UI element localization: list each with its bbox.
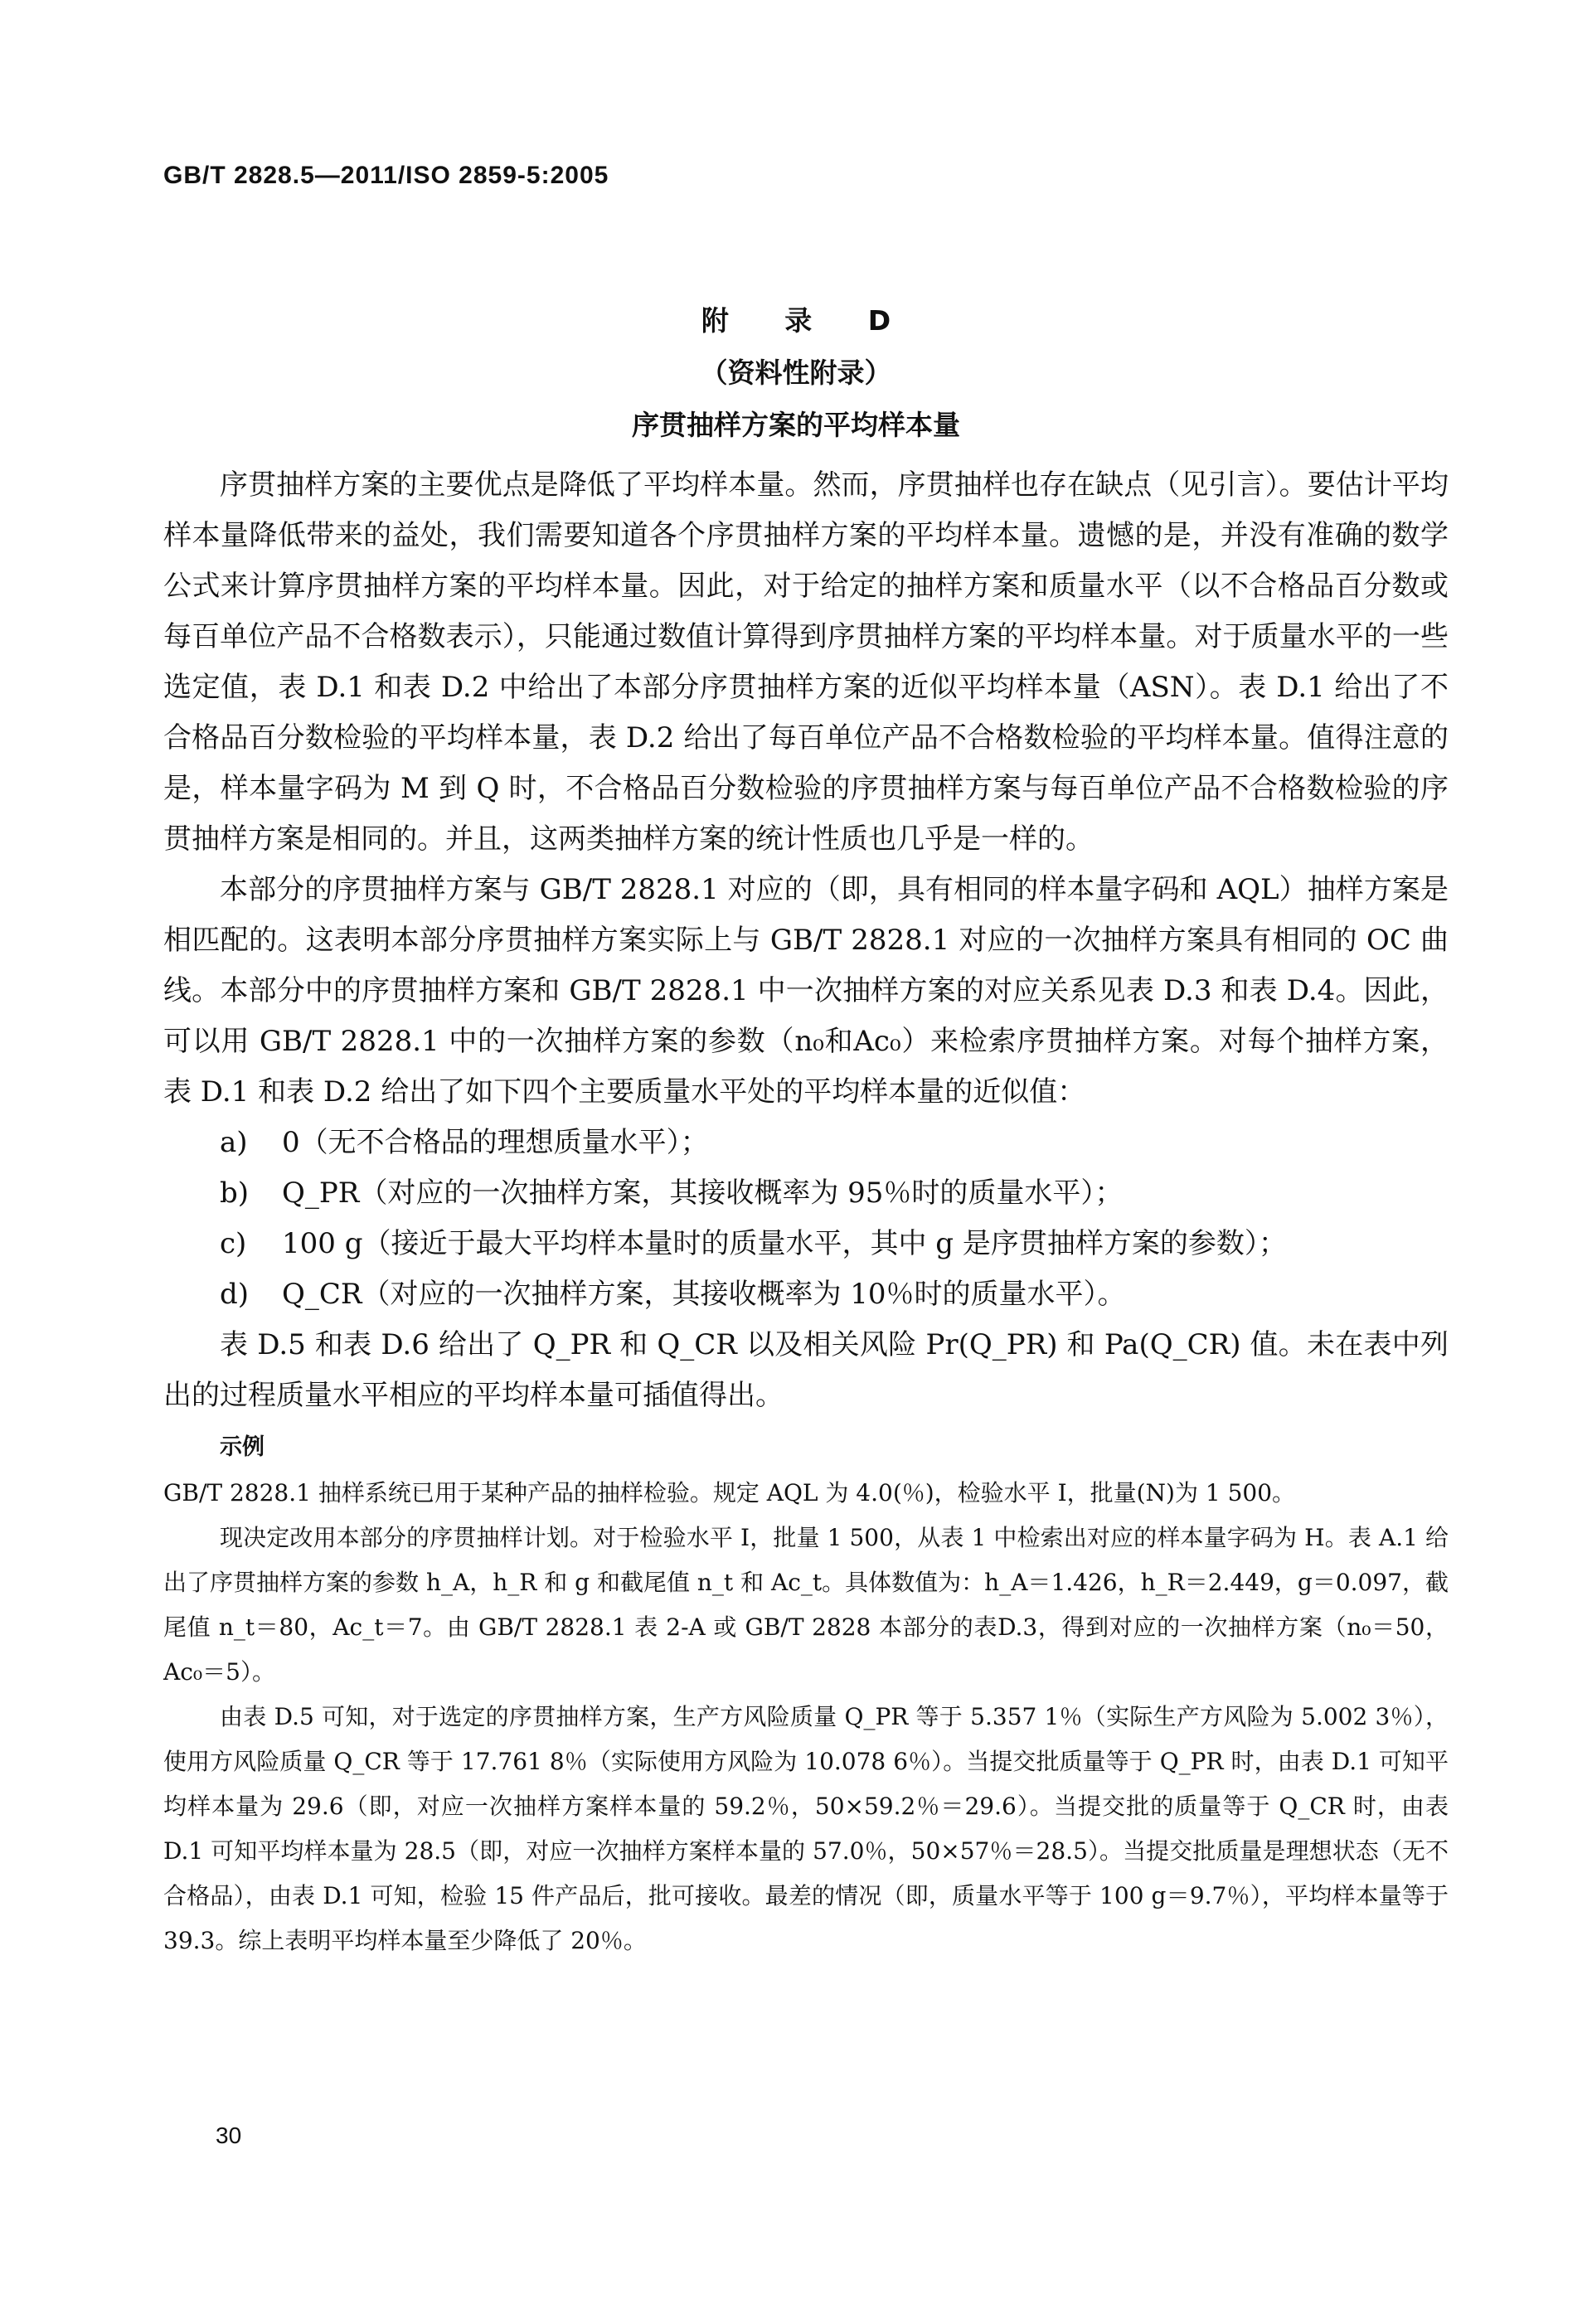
- appendix-heading: 附 录 D: [701, 304, 915, 337]
- list-item: [163, 1118, 1449, 1168]
- paragraph-correspondence: 本部分的序贯抽样方案与 GB/T 2828.1 对应的（即，具有相同的样本量字码和 AQL）抽样方案是相匹配的。这表明本部分序贯抽样方案实际上与 GB/T 2828.1 对应的一次抽样方案具有相同的 OC 曲线。本部分中的序贯抽样方案和 GB/T 2828.1 中一次抽样方案的对应关系见表 D.3 和表 D.4。因此，可以用 GB/T 2828.1 中的一次抽样方案的参数（n₀和Ac₀）来检索序贯抽样方案。对每个抽样方案，表 D.1 和表 D.2 给出了如下四个主要质量水平处的平均样本量的近似值：: [163, 873, 1449, 1109]
- page-number: 30: [216, 2123, 242, 2148]
- appendix-title-block: [0, 294, 1592, 451]
- list-item-text: 100 g（接近于最大平均样本量时的质量水平，其中 g 是序贯抽样方案的参数）；: [282, 1227, 1287, 1260]
- standard-number-header: GB/T 2828.5—2011/ISO 2859-5:2005: [163, 162, 609, 189]
- list-item-label: b): [220, 1177, 250, 1210]
- list-item: [163, 1168, 1449, 1219]
- paragraph-risk-tables: 表 D.5 和表 D.6 给出了 Q_PR 和 Q_CR 以及相关风险 Pr(Q_PR) 和 Pa(Q_CR) 值。未在表中列出的过程质量水平相应的平均样本量可插值得出。: [163, 1328, 1449, 1412]
- list-item-text: Q_PR（对应的一次抽样方案，其接收概率为 95％时的质量水平）；: [282, 1177, 1124, 1210]
- list-item: [163, 1269, 1449, 1320]
- list-item-text: Q_CR（对应的一次抽样方案，其接收概率为 10％时的质量水平）。: [282, 1278, 1126, 1311]
- document-body: [163, 460, 1449, 1963]
- appendix-type: （资料性附录）: [700, 357, 892, 389]
- example-label: 示例: [220, 1434, 265, 1460]
- list-item-label: d): [220, 1278, 250, 1311]
- list-item-label: c): [220, 1227, 247, 1260]
- list-item-label: a): [220, 1126, 248, 1159]
- example-paragraph-1: GB/T 2828.1 抽样系统已用于某种产品的抽样检验。规定 AQL 为 4.0(％)，检验水平 I，批量(N)为 1 500。: [163, 1479, 1296, 1506]
- appendix-title: 序贯抽样方案的平均样本量: [632, 409, 960, 441]
- paragraph-intro: 序贯抽样方案的主要优点是降低了平均样本量。然而，序贯抽样也存在缺点（见引言）。要估计平均样本量降低带来的益处，我们需要知道各个序贯抽样方案的平均样本量。遗憾的是，并没有准确的数学公式来计算序贯抽样方案的平均样本量。因此，对于给定的抽样方案和质量水平（以不合格品百分数或每百单位产品不合格数表示），只能通过数值计算得到序贯抽样方案的平均样本量。对于质量水平的一些选定值，表 D.1 和表 D.2 中给出了本部分序贯抽样方案的近似平均样本量（ASN）。表 D.1 给出了不合格品百分数检验的平均样本量，表 D.2 给出了每百单位产品不合格数检验的平均样本量。值得注意的是，样本量字码为 M 到 Q 时，不合格品百分数检验的序贯抽样方案与每百单位产品不合格数检验的序贯抽样方案是相同的。并且，这两类抽样方案的统计性质也几乎是一样的。: [163, 468, 1449, 856]
- list-item-text: 0（无不合格品的理想质量水平）；: [282, 1126, 709, 1159]
- quality-level-list: [163, 1118, 1449, 1320]
- list-item: [163, 1219, 1449, 1269]
- example-paragraph-3: 由表 D.5 可知，对于选定的序贯抽样方案，生产方风险质量 Q_PR 等于 5.357 1％（实际生产方风险为 5.002 3％），使用方风险质量 Q_CR 等于 17.761 8％（实际使用方风险为 10.078 6％）。当提交批质量等于 Q_PR 时，由表 D.1 可知平均样本量为 29.6（即，对应一次抽样方案样本量的 59.2％，50×59.2％＝29.6）。当提交批的质量等于 Q_CR 时，由表 D.1 可知平均样本量为 28.5（即，对应一次抽样方案样本量的 57.0％，50×57％＝28.5）。当提交批质量是理想状态（无不合格品），由表 D.1 可知，检验 15 件产品后，批可接收。最差的情况（即，质量水平等于 100 g＝9.7％），平均样本量等于 39.3。综上表明平均样本量至少降低了 20％。: [163, 1703, 1449, 1954]
- example-paragraph-2: 现决定改用本部分的序贯抽样计划。对于检验水平 I，批量 1 500，从表 1 中检索出对应的样本量字码为 H。表 A.1 给出了序贯抽样方案的参数 h_A，h_R 和 g 和截尾值 n_t 和 Ac_t。具体数值为：h_A＝1.426，h_R＝2.449，g＝0.097，截尾值 n_t＝80，Ac_t＝7。由 GB/T 2828.1 表 2-A 或 GB/T 2828 本部分的表D.3，得到对应的一次抽样方案（n₀＝50，Ac₀＝5）。: [163, 1524, 1449, 1686]
